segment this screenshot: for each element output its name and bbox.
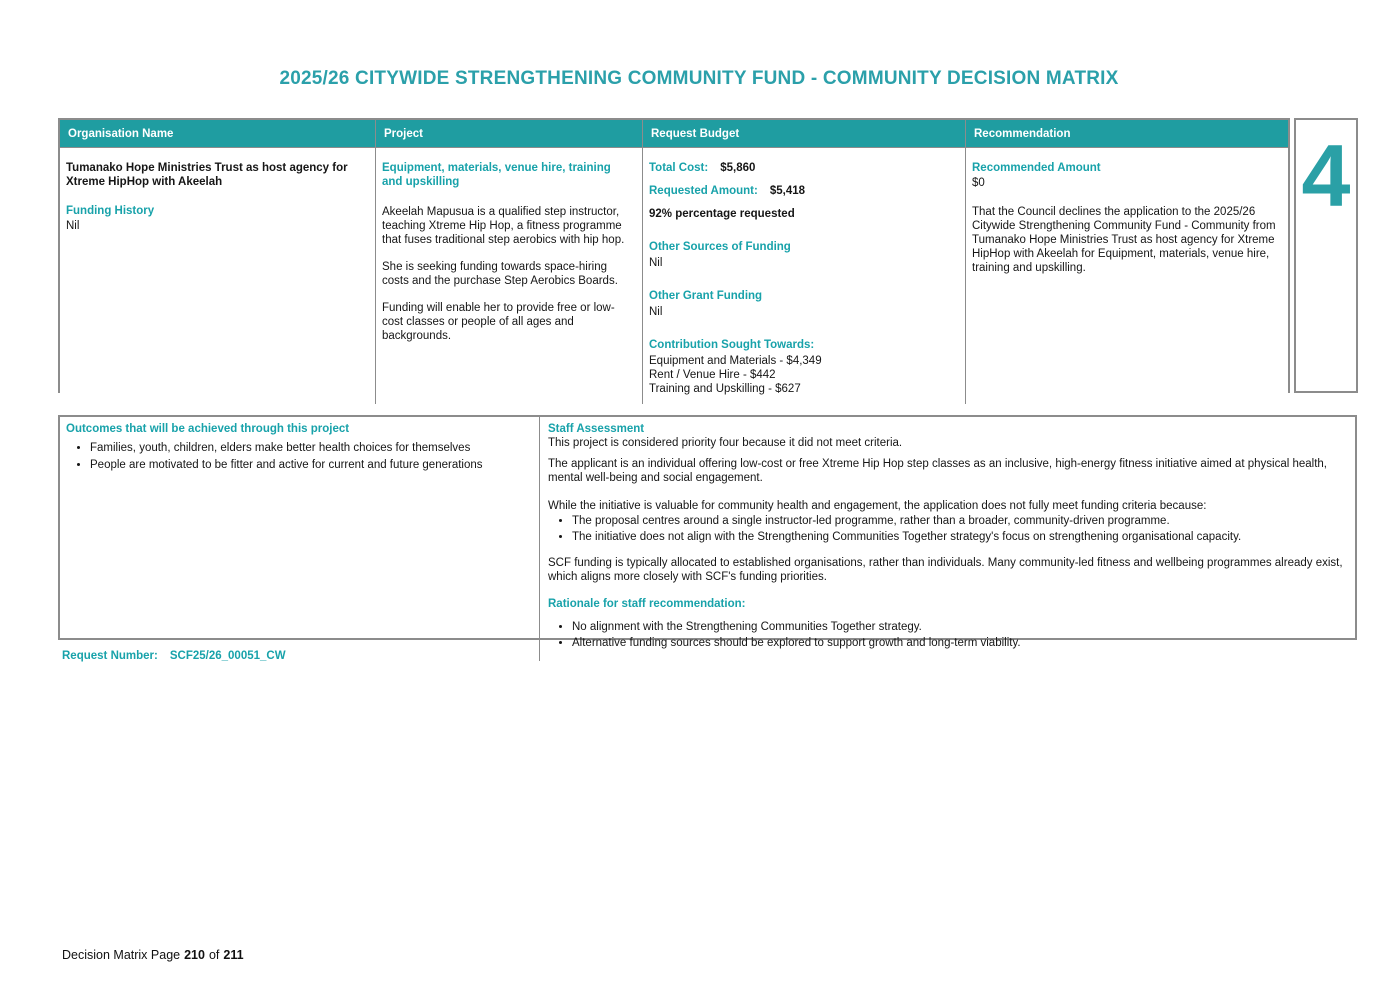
request-number: [62, 650, 286, 662]
percentage-requested: 92% percentage requested: [649, 208, 795, 221]
outcome-item: • People are motivated to be fitter and active for current and future generations: [90, 458, 529, 472]
request-budget-cell: [643, 148, 966, 404]
other-sources-value: Nil: [649, 257, 663, 270]
outcomes-list: [66, 441, 529, 472]
staff-assessment-intro: This project is considered priority four because it did not meet criteria.: [548, 437, 903, 450]
organisation-name: Tumanako Hope Ministries Trust as host agency for Xtreme HipHop with Akeelah: [66, 162, 348, 189]
other-grant-value: Nil: [649, 306, 663, 319]
request-number-value: SCF25/26_00051_CW: [169, 650, 286, 662]
contribution-item: Equipment and Materials - $4,349: [649, 355, 822, 368]
project-paragraph: Funding will enable her to provide free or low-cost classes or people of all ages and backgrounds.: [382, 302, 615, 343]
decision-matrix-table: [58, 118, 1290, 396]
page-title: 2025/26 CITYWIDE STRENGTHENING COMMUNITY FUND - COMMUNITY DECISION MATRIX: [279, 68, 1119, 89]
total-cost-label: Total Cost:: [649, 162, 709, 174]
staff-assessment-scf-paragraph: SCF funding is typically allocated to established organisations, rather than individuals. Many community-led fitness and wellbeing programmes already exist, which aligns more closely with SCF's funding priorities.: [548, 556, 1343, 583]
priority-rank-box: [1294, 118, 1358, 393]
project-cell: [376, 148, 643, 404]
contribution-items: [649, 354, 957, 396]
recommendation-cell: [966, 148, 1288, 404]
organisation-cell: [60, 148, 376, 404]
rationale-list: [548, 620, 1343, 651]
outcome-item: • Families, youth, children, elders make better health choices for themselves: [90, 441, 529, 455]
column-header-request-budget: Request Budget: [643, 120, 966, 148]
total-cost-line: [649, 161, 957, 175]
recommended-amount-value: $0: [972, 177, 985, 190]
requested-amount-line: [649, 184, 957, 198]
rationale-label: Rationale for staff recommendation:: [548, 598, 746, 611]
project-paragraph: She is seeking funding towards space-hiring costs and the purchase Step Aerobics Boards.: [382, 261, 618, 288]
footer-separator: of: [208, 948, 220, 962]
request-number-label: Request Number:: [62, 650, 158, 662]
staff-assessment-applicant-paragraph: The applicant is an individual offering low-cost or free Xtreme Hip Hop step classes as an inclusive, high-energy fitness initiative aimed at physical health, mental well-being and social engagement.: [548, 457, 1327, 485]
requested-amount-value: $5,418: [769, 185, 806, 198]
criteria-item: • The proposal centres around a single instructor-led programme, rather than a broader, community-driven programme.: [572, 514, 1343, 528]
staff-assessment-panel: [540, 417, 1355, 661]
requested-amount-label: Requested Amount:: [649, 185, 758, 198]
page-footer: [62, 948, 244, 962]
total-cost-value: $5,860: [720, 162, 756, 174]
funding-history-label: Funding History: [66, 205, 155, 218]
project-paragraph: Akeelah Mapusua is a qualified step instructor, teaching Xtreme Hip Hop, a fitness programme that fuses traditional step aerobics with hip hop.: [382, 206, 625, 247]
staff-assessment-title: Staff Assessment: [548, 423, 645, 435]
criteria-list: [548, 514, 1343, 545]
recommendation-text: That the Council declines the application to the 2025/26 Citywide Strengthening Community Fund - Community from Tumanako Hope Ministries Trust as host agency for Xtreme HipHop with Akeelah for Equipment, materials, venue hire, training and upskilling.: [972, 206, 1276, 275]
footer-page-number: 210: [184, 948, 205, 962]
criteria-item: • The initiative does not align with the Strengthening Communities Together strategy's focus on strengthening organisational capacity.: [572, 530, 1343, 544]
footer-total-pages: 211: [223, 948, 244, 962]
other-grant-label: Other Grant Funding: [649, 290, 763, 303]
rationale-item: • Alternative funding sources should be explored to support growth and long-term viability.: [572, 636, 1343, 650]
outcomes-title: Outcomes that will be achieved through this project: [66, 423, 350, 435]
staff-assessment-criteria-intro: While the initiative is valuable for community health and engagement, the application does not fully meet funding criteria because:: [548, 499, 1207, 512]
column-header-recommendation: Recommendation: [966, 120, 1288, 148]
assessment-section: [58, 415, 1357, 650]
other-sources-label: Other Sources of Funding: [649, 241, 791, 254]
column-header-project: Project: [376, 120, 643, 148]
recommended-amount-label: Recommended Amount: [972, 162, 1101, 174]
footer-prefix: Decision Matrix Page: [62, 948, 181, 962]
contribution-item: Rent / Venue Hire - $442: [649, 369, 776, 382]
contribution-sought-label: Contribution Sought Towards:: [649, 339, 815, 352]
project-title: Equipment, materials, venue hire, training and upskilling: [382, 162, 611, 189]
priority-rank-number: 4: [1301, 126, 1351, 225]
contribution-item: Training and Upskilling - $627: [649, 383, 801, 396]
rationale-item: • No alignment with the Strengthening Communities Together strategy.: [572, 620, 1343, 634]
column-header-organisation: Organisation Name: [60, 120, 376, 148]
funding-history-value: Nil: [66, 220, 80, 233]
outcomes-panel: [60, 417, 540, 661]
